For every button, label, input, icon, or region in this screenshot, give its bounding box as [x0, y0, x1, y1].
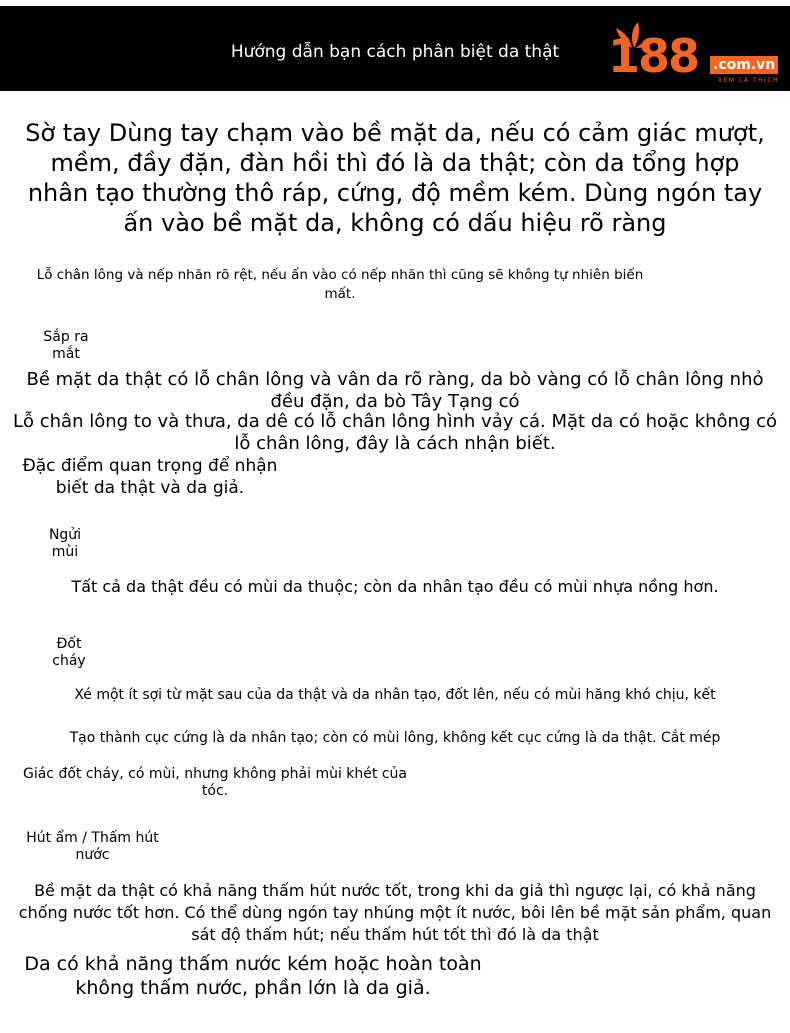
header-bar — [0, 6, 790, 91]
lead-note: Lỗ chân lông và nếp nhăn rõ rệt, nếu ấn vào có nếp nhăn thì cũng sẽ không tự nhiên biến mất. — [36, 267, 644, 302]
section-label-smell: Ngửi mùi — [48, 527, 82, 560]
look-text-3: Đặc điểm quan trọng để nhận biết da thật và da giả. — [22, 456, 278, 498]
burn-text-2: Tạo thành cục cứng là da nhân tạo; còn có mùi lông, không kết cục cứng là da thật. Cắt mép — [69, 730, 721, 746]
lead-paragraph: Sờ tay Dùng tay chạm vào bề mặt da, nếu có cảm giác mượt, mềm, đầy đặn, đàn hồi thì đó là da thật; còn da tổng hợp nhân tạo thường thô ráp, cứng, độ mềm kém. Dùng ngón tay ấn vào bề mặt da, không có dấu hiệu rõ ràng — [25, 119, 765, 237]
look-text-1: Bề mặt da thật có lỗ chân lông và vân da rõ ràng, da bò vàng có lỗ chân lông nhỏ đều đặn, da bò Tây Tạng có — [26, 369, 764, 412]
smell-text: Tất cả da thật đều có mùi da thuộc; còn da nhân tạo đều có mùi nhựa nồng hơn. — [71, 577, 719, 596]
burn-text-1: Xé một ít sợi từ mặt sau của da thật và da nhân tạo, đốt lên, nếu có mùi hăng khó chịu, kết — [74, 687, 716, 703]
site-logo[interactable] — [608, 20, 788, 90]
page-title: Hướng dẫn bạn cách phân biệt da thật — [230, 42, 560, 62]
section-label-look: Sắp ra mắt — [43, 329, 89, 362]
logo-domain: .com.vn — [710, 56, 778, 74]
look-text-2: Lỗ chân lông to và thưa, da dê có lỗ chân lông hình vảy cá. Mặt da có hoặc không có lỗ chân lông, đây là cách nhận biết. — [12, 411, 778, 454]
logo-number: 188 — [608, 29, 699, 83]
absorb-text-1: Bề mặt da thật có khả năng thấm hút nước tốt, trong khi da giả thì ngược lại, có khả năng chống nước tốt hơn. Có thể dùng ngón tay nhúng một ít nước, bôi lên bề mặt sản phẩm, quan sát độ thấm hút; nếu thấm hút tốt thì đó là da thật — [18, 881, 772, 944]
absorb-text-2: Da có khả năng thấm nước kém hoặc hoàn toàn không thấm nước, phần lớn là da giả. — [24, 953, 482, 999]
logo-slogan: XEM LÀ THÍCH — [718, 77, 780, 84]
section-label-absorb: Hút ẩm / Thấm hút nước — [26, 830, 159, 863]
burn-text-3: Giác đốt cháy, có mùi, nhưng không phải mùi khét của tóc. — [22, 766, 407, 799]
section-label-burn: Đốt cháy — [52, 636, 86, 669]
